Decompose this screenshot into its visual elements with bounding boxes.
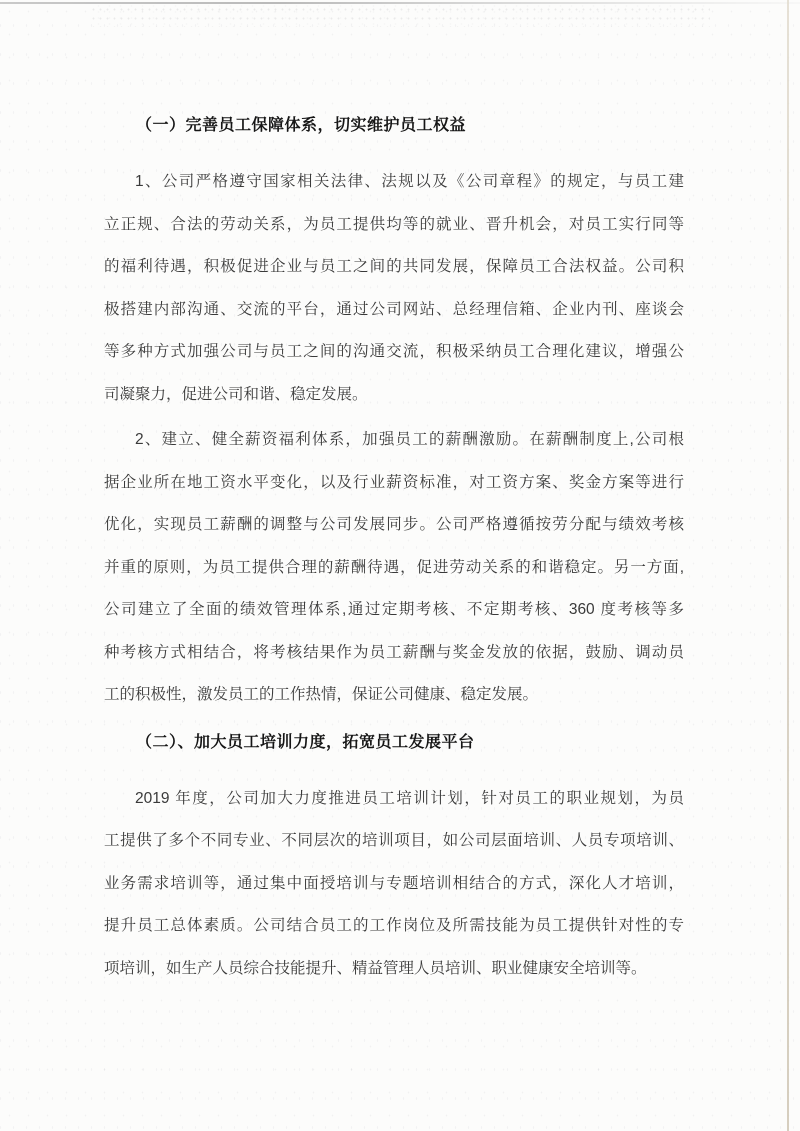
text-line: 2、建立、健全薪资福利体系，加强员工的薪酬激励。在薪酬制度上,公司根	[135, 431, 684, 448]
text-line: 1、公司严格遵守国家相关法律、法规以及《公司章程》的规定，与员工建	[135, 173, 684, 190]
text-line: 的福利待遇，积极促进企业与员工之间的共同发展，保障员工合法权益。公司积	[104, 258, 684, 275]
paragraph-salary-welfare	[104, 419, 684, 717]
text-line: 等多种方式加强公司与员工之间的沟通交流，积极采纳员工合理化建议，增强公	[104, 343, 684, 360]
scan-artifact-right-edge	[787, 0, 789, 1131]
text-line: 优化，实现员工薪酬的调整与公司发展同步。公司严格遵循按劳分配与绩效考核	[104, 516, 684, 533]
paragraph-employee-rights	[104, 161, 684, 416]
text-line: 并重的原则，为员工提供合理的薪酬待遇，促进劳动关系的和谐稳定。另一方面,	[104, 558, 684, 576]
text-line: 公司建立了全面的绩效管理体系,通过定期考核、不定期考核、360 度考核等多	[104, 601, 684, 618]
text-line: 立正规、合法的劳动关系，为员工提供均等的就业、晋升机会，对员工实行同等	[104, 215, 684, 233]
text-line: 司凝聚力，促进公司和谐、稳定发展。	[104, 385, 368, 403]
document-body	[104, 104, 684, 993]
text-line: 提升员工总体素质。公司结合员工的工作岗位及所需技能为员工提供针对性的专	[104, 917, 684, 934]
text-line: 极搭建内部沟通、交流的平台，通过公司网站、总经理信箱、企业内刊、座谈会	[104, 300, 684, 318]
scan-artifact-top-noise	[90, 5, 710, 27]
text-line: 项培训，如生产人员综合技能提升、精益管理人员培训、职业健康安全培训等。	[104, 959, 647, 977]
section-heading-1: （一）完善员工保障体系，切实维护员工权益	[136, 117, 467, 134]
paragraph-training	[104, 778, 684, 991]
text-line: 据企业所在地工资水平变化，以及行业薪资标准，对工资方案、奖金方案等进行	[104, 473, 684, 491]
text-line: 业务需求培训等，通过集中面授培训与专题培训相结合的方式，深化人才培训，	[104, 874, 684, 892]
text-line: 工提供了多个不同专业、不同层次的培训项目，如公司层面培训、人员专项培训、	[104, 832, 684, 849]
section-heading-2: （二）、加大员工培训力度，拓宽员工发展平台	[136, 733, 475, 751]
text-line: 2019 年度，公司加大力度推进员工培训计划，针对员工的职业规划，为员	[135, 789, 684, 807]
text-line: 种考核方式相结合，将考核结果作为员工薪酬与奖金发放的依据，鼓励、调动员	[104, 643, 684, 661]
text-line: 工的积极性，激发员工的工作热情，保证公司健康、稳定发展。	[104, 686, 539, 703]
scan-artifact-top-line	[0, 2, 800, 4]
